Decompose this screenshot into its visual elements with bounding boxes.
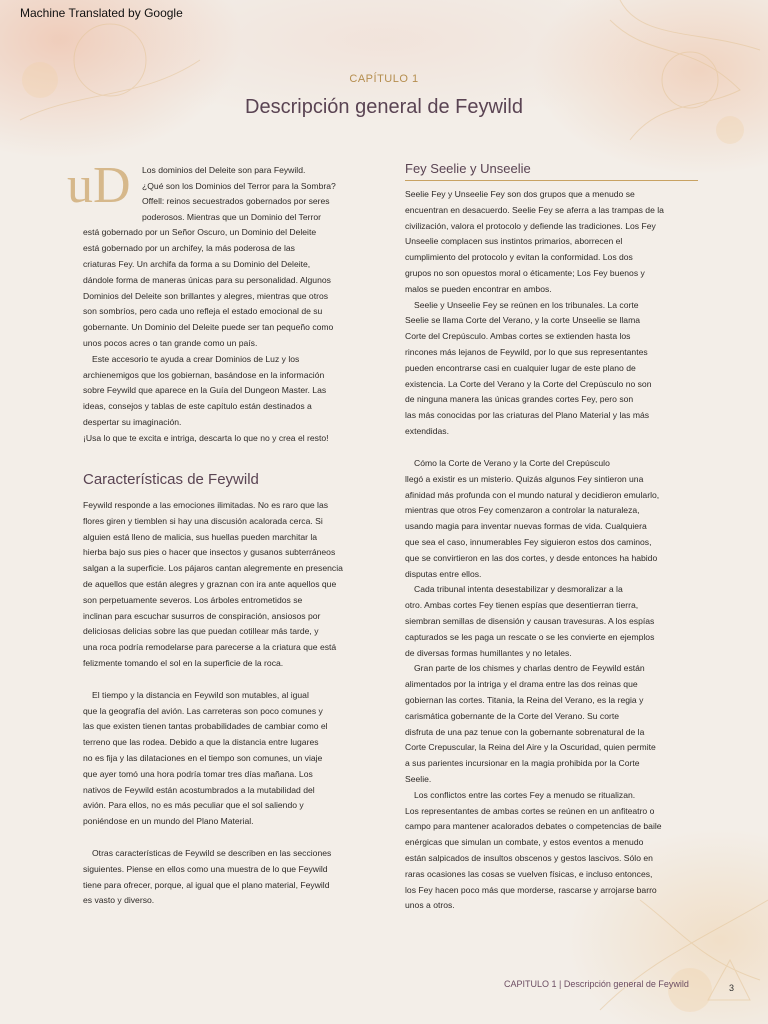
body-line: es vasto y diverso.	[83, 895, 155, 906]
body-line: malos se pueden encontrar en ambos.	[405, 283, 552, 294]
body-line: existencia. La Corte del Verano y la Corte del Crepúsculo no son	[405, 378, 652, 389]
drop-cap: uD	[67, 157, 131, 214]
intro-line: gobernante. Un Dominio del Deleite puede ser tan pequeño como	[83, 322, 334, 333]
intro-line: Este accesorio te ayuda a crear Dominios de Luz y los	[92, 353, 300, 364]
chapter-title: Descripción general de Feywild	[245, 96, 523, 118]
body-line: extendidas.	[405, 425, 449, 436]
characteristics-body	[83, 498, 363, 909]
body-line: poniéndose en un mundo del Plano Material.	[83, 816, 254, 827]
body-line: Los representantes de ambas cortes se reúnen en un anfiteatro o	[405, 805, 655, 816]
seelie-body-top	[405, 187, 697, 440]
body-line: deliciosas delicias sobre las que puedan cotillear más tarde, y	[83, 626, 319, 637]
body-line: campo para mantener acalorados debates o competencias de baile	[405, 821, 662, 832]
intro-line: ¡Usa lo que te excita e intriga, descarta lo que no y crea el resto!	[83, 432, 329, 443]
body-line: Seelie Fey y Unseelie Fey son dos grupos que a menudo se	[405, 189, 635, 199]
body-line: de ninguna manera las únicas grandes cortes Fey, pero son	[405, 394, 634, 405]
body-line: raras ocasiones las cosas se vuelven físicas, e incluso entonces,	[405, 868, 653, 879]
body-line: son perpetuamente severos. Los árboles entrometidos se	[83, 594, 303, 605]
body-line: Corte Crepuscular, la Reina del Aire y la Oscuridad, quien permite	[405, 742, 656, 753]
intro-indented-lines	[83, 163, 363, 225]
intro-block	[83, 163, 363, 447]
section-heading-characteristics: Características de Feywild	[83, 471, 259, 488]
body-line: unos a otros.	[405, 900, 455, 911]
intro-line: unos pocos acres o tan grande como un país.	[83, 337, 258, 348]
intro-line: archienemigos que los gobiernan, basándose en la información	[83, 369, 325, 380]
body-line: enérgicas que simulan un combate, y estos eventos a menudo	[405, 837, 644, 848]
body-line: gobiernan las cortes. Titania, la Reina del Verano, es la regia y	[405, 694, 644, 705]
body-line: siembran semillas de disensión y causan travesuras. A los espías	[405, 615, 655, 626]
body-line: que la geografía del avión. Las carreteras son poco comunes y	[83, 705, 323, 716]
body-line: Los conflictos entre las cortes Fey a menudo se ritualizan.	[414, 789, 636, 800]
body-line: afinidad más profunda con el mundo natural y decidieron emularlo,	[405, 489, 660, 500]
body-line: disputas entre ellos.	[405, 568, 482, 579]
body-line: de diversas formas humillantes y no letales.	[405, 647, 572, 658]
body-line: a sus parientes incursionar en la magia prohibida por la Corte	[405, 758, 640, 769]
body-line: capturados se les paga un rescate o se les convierte en ejemplos	[405, 631, 655, 642]
body-line: siguientes. Piense en ellos como una muestra de lo que Feywild	[83, 863, 328, 874]
body-line: los Fey hacen poco más que morderse, rascarse y arrojarse barro	[405, 884, 657, 895]
body-line: encuentran en desacuerdo. Seelie Fey se aferra a las trampas de la	[405, 204, 664, 215]
body-line: hierba bajo sus pies o hacer que insectos y gusanos subterráneos	[83, 547, 336, 558]
body-line: Unseelie complacen sus instintos primarios, aborrecen el	[405, 236, 623, 247]
intro-line: Offell: reinos secuestrados gobernados por seres	[142, 196, 330, 207]
body-line: inclinan para escuchar susurros de conspiración, ansiosos por	[83, 610, 321, 621]
body-line: Seelie se llama Corte del Verano, y la corte Unseelie se llama	[405, 315, 641, 326]
intro-line: sobre Feywild que aparece en la Guía del Dungeon Master. Las	[83, 385, 327, 396]
body-line: felizmente tomando el sol en la superficie de la roca.	[83, 657, 284, 668]
body-line: disfruta de una paz tenue con la gobernante sobrenatural de la	[405, 726, 645, 737]
seelie-body-bottom	[405, 456, 697, 914]
body-line: una roca podría remodelarse para parecerse a la criatura que está	[83, 642, 337, 653]
body-line: no es fija y las dilataciones en el tiempo son comunes, un viaje	[83, 752, 323, 763]
body-line: de aquellos que están alegres y graznan con ira ante aquellos que	[83, 578, 337, 589]
body-line: flores giren y tiemblen si hay una discusión acalorada cerca. Si	[83, 515, 323, 526]
machine-translation-watermark: Machine Translated by Google	[20, 6, 183, 20]
intro-line: despertar su imaginación.	[83, 416, 182, 427]
section-heading-seelie-unseelie: Fey Seelie y Unseelie	[405, 161, 698, 181]
body-line: tiene para ofrecer, porque, al igual que el plano material, Feywild	[83, 879, 330, 890]
body-line: usando magia para inventar nuevas formas de vida. Cualquiera	[405, 521, 647, 532]
body-line: mientras que otros Fey comenzaron a controlar la naturaleza,	[405, 505, 640, 516]
body-line: civilización, valora el protocolo y defiende las tradiciones. Los Fey	[405, 220, 656, 231]
body-line: avión. Para ellos, no es más peculiar que el sol saliendo y	[83, 800, 304, 811]
body-line: otro. Ambas cortes Fey tienen espías que desentierran tierra,	[405, 600, 639, 611]
body-line: que ayer tomó una hora podría tomar tres días mañana. Los	[83, 768, 313, 779]
body-line: terreno que las rodea. Debido a que la distancia entre lugares	[83, 737, 319, 748]
body-line: Cómo la Corte de Verano y la Corte del Crepúsculo	[414, 458, 610, 468]
chapter-label: CAPÍTULO 1	[349, 73, 419, 85]
intro-line: son sombríos, pero cada uno refleja el estado emocional de su	[83, 306, 323, 317]
body-line: Otras características de Feywild se describen en las secciones	[92, 847, 332, 858]
body-line: llegó a existir es un misterio. Quizás algunos Fey sintieron una	[405, 473, 644, 484]
intro-line: ideas, consejos y tablas de este capítulo están destinados a	[83, 401, 312, 412]
body-line: alimentados por la intriga y el drama entre las dos reinas que	[405, 679, 638, 690]
body-line: que sea el caso, innumerables Fey siguieron estos dos caminos,	[405, 536, 652, 547]
intro-line: Dominios del Deleite son brillantes y alegres, mientras que otros	[83, 290, 329, 301]
intro-line: está gobernado por un archifey, la más poderosa de las	[83, 243, 295, 254]
body-line: Gran parte de los chismes y charlas dentro de Feywild están	[414, 663, 645, 674]
body-line: las más conocidas por las criaturas del Plano Material y las más	[405, 410, 650, 421]
body-line: están salpicados de insultos obscenos y gestos lascivos. Sólo en	[405, 852, 653, 863]
body-line: Cada tribunal intenta desestabilizar y desmoralizar a la	[414, 584, 623, 595]
page-footer: CAPITULO 1 | Descripción general de Feywild	[504, 979, 689, 989]
intro-line: criaturas Fey. Un archifa da forma a su Dominio del Deleite,	[83, 258, 311, 269]
intro-line: dándole forma de maneras únicas para su personalidad. Algunos	[83, 274, 331, 285]
body-line: cumplimiento del protocolo y evitan la conformidad. Los dos	[405, 252, 633, 263]
body-line: carismática gobernante de la Corte del Verano. Su corte	[405, 710, 620, 721]
intro-line: ¿Qué son los Dominios del Terror para la Sombra?	[142, 180, 336, 191]
intro-line: Los dominios del Deleite son para Feywild.	[142, 165, 306, 175]
body-line: Corte del Crepúsculo. Ambas cortes se extienden hasta los	[405, 331, 631, 342]
body-line: Seelie y Unseelie Fey se reúnen en los tribunales. La corte	[414, 299, 639, 310]
body-line: alguien está lleno de malicia, sus huellas pueden marchitar la	[83, 531, 318, 542]
page-number: 3	[729, 983, 735, 993]
body-line: que se convirtieron en las dos cortes, y desde entonces ha habido	[405, 552, 658, 563]
body-line: nativos de Feywild están acostumbrados a la mutabilidad del	[83, 784, 315, 795]
body-line: Seelie.	[405, 773, 432, 784]
body-line: El tiempo y la distancia en Feywild son mutables, al igual	[92, 689, 309, 700]
body-line: las que existen tienen tantas probabilidades de cambiar como el	[83, 721, 328, 732]
intro-line: poderosos. Mientras que un Dominio del Terror	[142, 211, 321, 222]
body-line: Feywild responde a las emociones ilimitadas. No es raro que las	[83, 500, 329, 510]
body-line: salgan a la superficie. Los pájaros cantan alegremente en presencia	[83, 563, 343, 574]
body-line: rincones más lejanos de Feywild, por lo que sus representantes	[405, 346, 648, 357]
intro-line: está gobernado por un Señor Oscuro, un Dominio del Deleite	[83, 227, 317, 238]
body-line: grupos no son opuestos moral o éticamente; Los Fey buenos y	[405, 267, 645, 278]
body-line: pueden encontrarse casi en cualquier lugar de este plano de	[405, 362, 636, 373]
